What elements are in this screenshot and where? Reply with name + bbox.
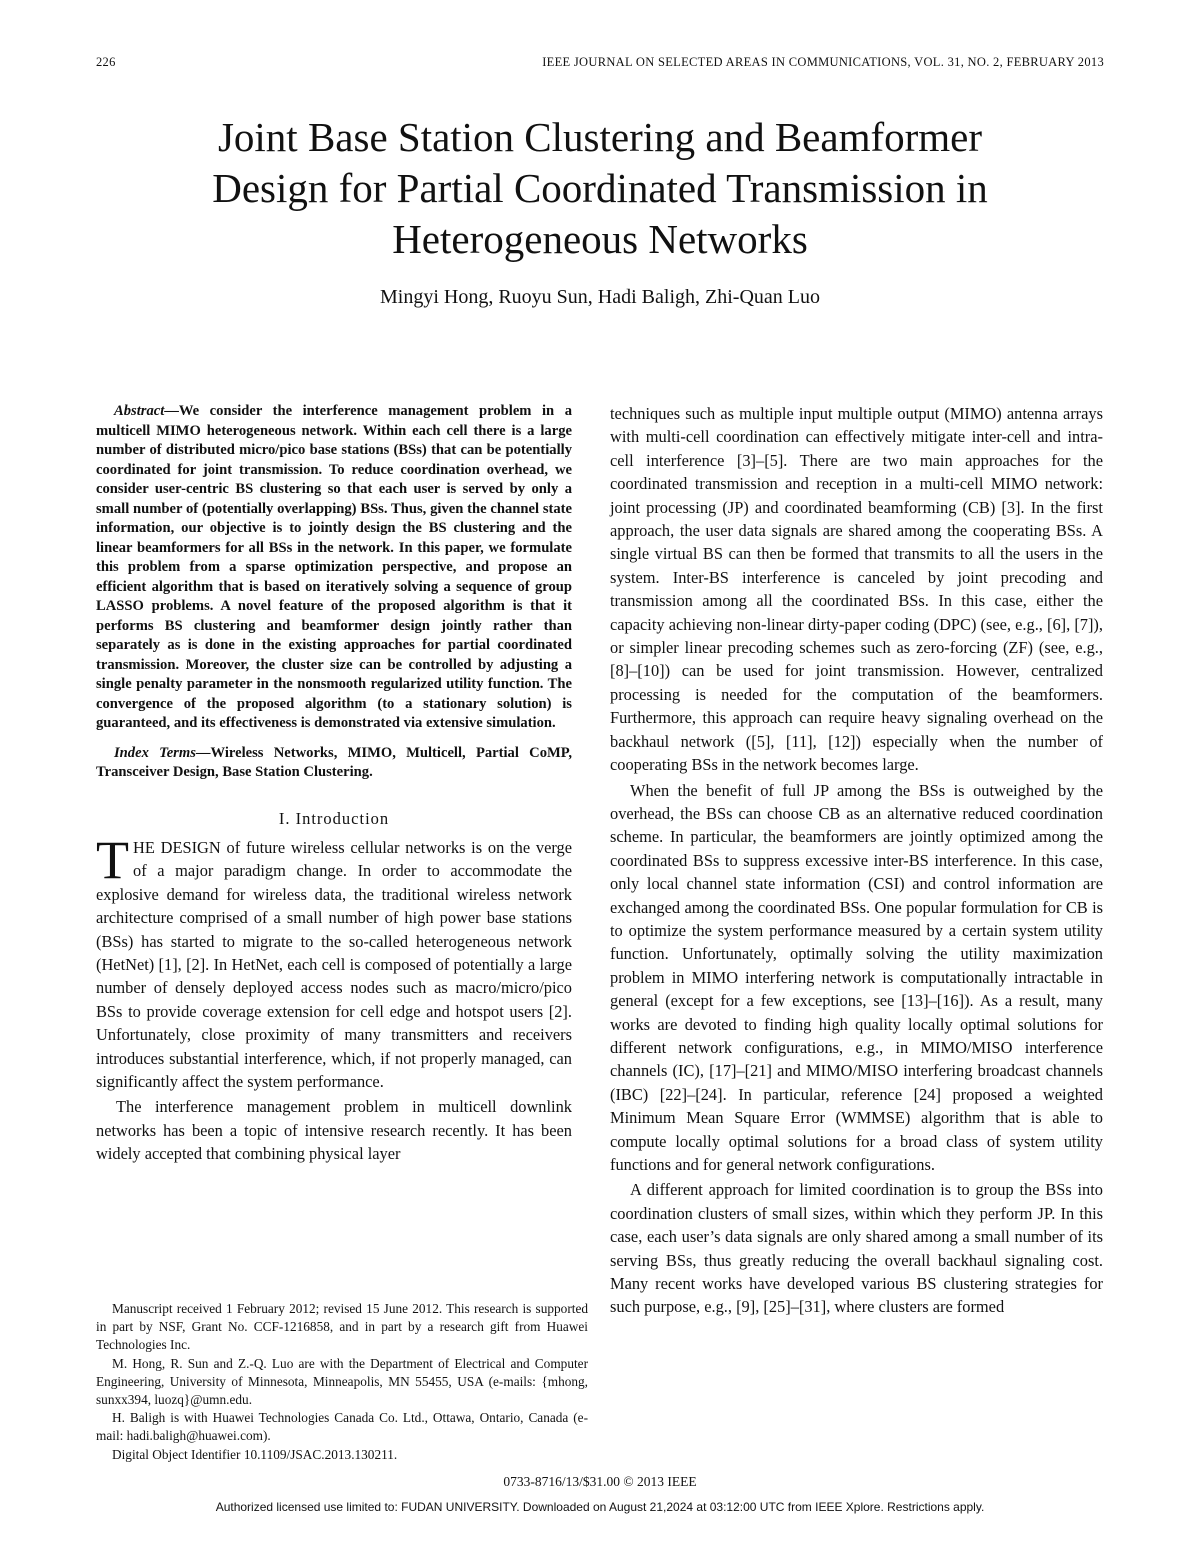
right-column — [610, 402, 1103, 1321]
intro-paragraph: THE DESIGN of future wireless cellular networks is on the verge of a major paradigm change. In order to accommodate the explosive demand for wireless data, the traditional wireless network architecture comprised of a small number of high power base stations (BSs) has started to migrate to the so-called heterogeneous network (HetNet) [1], [2]. In HetNet, each cell is composed of potentially a large number of densely deployed access nodes such as macro/micro/pico BSs to provide coverage extension for cell edge and hotspot users [2]. Unfortunately, close proximity of many transmitters and receivers introduces substantial interference, which, if not properly managed, can significantly affect the system performance. — [96, 829, 572, 1091]
footnote: Manuscript received 1 February 2012; revised 15 June 2012. This research is supported in part by NSF, Grant No. CCF-1216858, and in part by a research gift from Huawei Technologies Inc. — [96, 1301, 588, 1353]
body-paragraph: techniques such as multiple input multiple output (MIMO) antenna arrays with multi-cell coordination can effectively mitigate inter-cell and intra-cell interference [3]–[5]. There are two main approaches for the coordinated transmission and reception in a multi-cell MIMO network: joint processing (JP) and coordinated beamforming (CB) [3]. In the first approach, the user data signals are shared among the cooperating BSs. A single virtual BS can then be formed that transmits to all the users in the system. Inter-BS interference is canceled by joint precoding and transmission among all the coordinated BSs. In this case, either the capacity achieving non-linear dirty-paper coding (DPC) (see, e.g., [6], [7]), or simpler linear precoding schemes such as zero-forcing (ZF) (see, e.g., [8]–[10]) can be used for joint transmission. However, centralized processing is needed for the computation of the beamformers. Furthermore, this approach can require heavy signaling overhead on the backhaul network ([5], [11], [12]) especially when the number of cooperating BSs in the network becomes large. — [610, 404, 1103, 775]
body-paragraph: When the benefit of full JP among the BSs is outweighed by the overhead, the BSs can choose CB as an alternative reduced coordination scheme. In particular, the beamformers are jointly optimized among the coordinated BSs to suppress excessive inter-BS interference. In this case, only local channel state information (CSI) and control information are exchanged among the coordinated BSs. One popular formulation for CB is to optimize the system performance measured by a certain system utility function. Unfortunately, optimally solving the utility maximization problem in MIMO interfering network is computationally intractable in general (except for a few exceptions, see [13]–[16]). As a result, many works are devoted to finding high quality locally optimal solutions for different network configurations, e.g., in MIMO/MISO interference channels (IC), [17]–[21] and MIMO/MISO interfering broadcast channels (IBC) [22]–[24]. In particular, reference [24] proposed a weighted Minimum Mean Square Error (WMMSE) algorithm that is able to compute locally optimal solutions for a broad class of system utility functions and for general network configurations. — [610, 780, 1103, 1174]
abstract-label: Abstract — [114, 403, 165, 419]
body-paragraph: A different approach for limited coordination is to group the BSs into coordination clusters of small sizes, within which they perform JP. In this case, each user’s data signals are only shared among a small number of its serving BSs, thus greatly reducing the overall backhaul signaling cost. Many recent works have developed various BS clustering strategies for such purpose, e.g., [9], [25]–[31], where clusters are formed — [610, 1180, 1103, 1317]
paper-title — [100, 112, 1100, 265]
left-column — [96, 402, 572, 1168]
abstract-text: —We consider the interference management problem in a multicell MIMO heterogeneous network. Within each cell there is a large number of distributed micro/pico base stations (BSs) that can be potentially coordinated for joint transmission. To reduce coordination overhead, we consider user-centric BS clustering so that each user is served by only a small number of (potentially overlapping) BSs. Thus, given the channel state information, our objective is to jointly design the BS clustering and the linear beamformers for all BSs in the network. In this paper, we formulate this problem from a sparse optimization perspective, and propose an efficient algorithm that is based on iteratively solving a sequence of group LASSO problems. A novel feature of the proposed algorithm is that it performs BS clustering and beamformer design jointly rather than separately as is done in the existing approaches for partial coordinated transmission. Moreover, the cluster size can be controlled by adjusting a single penalty parameter in the nonsmooth regularized utility function. The convergence of the proposed algorithm (to a stationary solution) is guaranteed, and its effectiveness is demonstrated via extensive simulation. — [96, 403, 572, 731]
section-heading: I. Introduction — [278, 808, 390, 828]
running-head — [96, 55, 1104, 70]
page-number: 226 — [96, 55, 116, 69]
copyright-line: 0733-8716/13/$31.00 © 2013 IEEE — [503, 1474, 697, 1489]
authorized-use-notice: Authorized licensed use limited to: FUDAN UNIVERSITY. Downloaded on August 21,2024 at 03:12:00 UTC from IEEE Xplore. Restrictions apply. — [215, 1500, 985, 1514]
index-terms-text: —Wireless Networks, MIMO, Multicell, Partial CoMP, Transceiver Design, Base Station Clustering. — [96, 744, 573, 780]
intro-paragraph: The interference management problem in multicell downlink networks has been a topic of intensive research recently. It has been widely accepted that combining physical layer — [96, 1097, 572, 1164]
footnote: Digital Object Identifier 10.1109/JSAC.2013.130211. — [112, 1446, 398, 1462]
footnote: M. Hong, R. Sun and Z.-Q. Luo are with the Department of Electrical and Computer Engineering, University of Minnesota, Minneapolis, MN 55455, USA (e-mails: {mhong, sunxx394, luozq}@umn.edu. — [96, 1355, 588, 1408]
index-terms — [96, 744, 572, 783]
title-line: Joint Base Station Clustering and Beamformer — [217, 114, 983, 160]
title-line: Design for Partial Coordinated Transmission in — [212, 165, 988, 211]
journal-info: IEEE JOURNAL ON SELECTED AREAS IN COMMUNICATIONS, VOL. 31, NO. 2, FEBRUARY 2013 — [542, 55, 1104, 69]
author-list: Mingyi Hong, Ruoyu Sun, Hadi Baligh, Zhi-Quan Luo — [380, 286, 820, 308]
title-line: Heterogeneous Networks — [392, 216, 808, 262]
footnotes — [96, 1300, 588, 1464]
index-terms-label: Index Terms — [114, 744, 196, 761]
footnote: H. Baligh is with Huawei Technologies Canada Co. Ltd., Ottawa, Ontario, Canada (e-mail: hadi.baligh@huawei.com). — [96, 1410, 588, 1444]
abstract — [96, 402, 572, 734]
